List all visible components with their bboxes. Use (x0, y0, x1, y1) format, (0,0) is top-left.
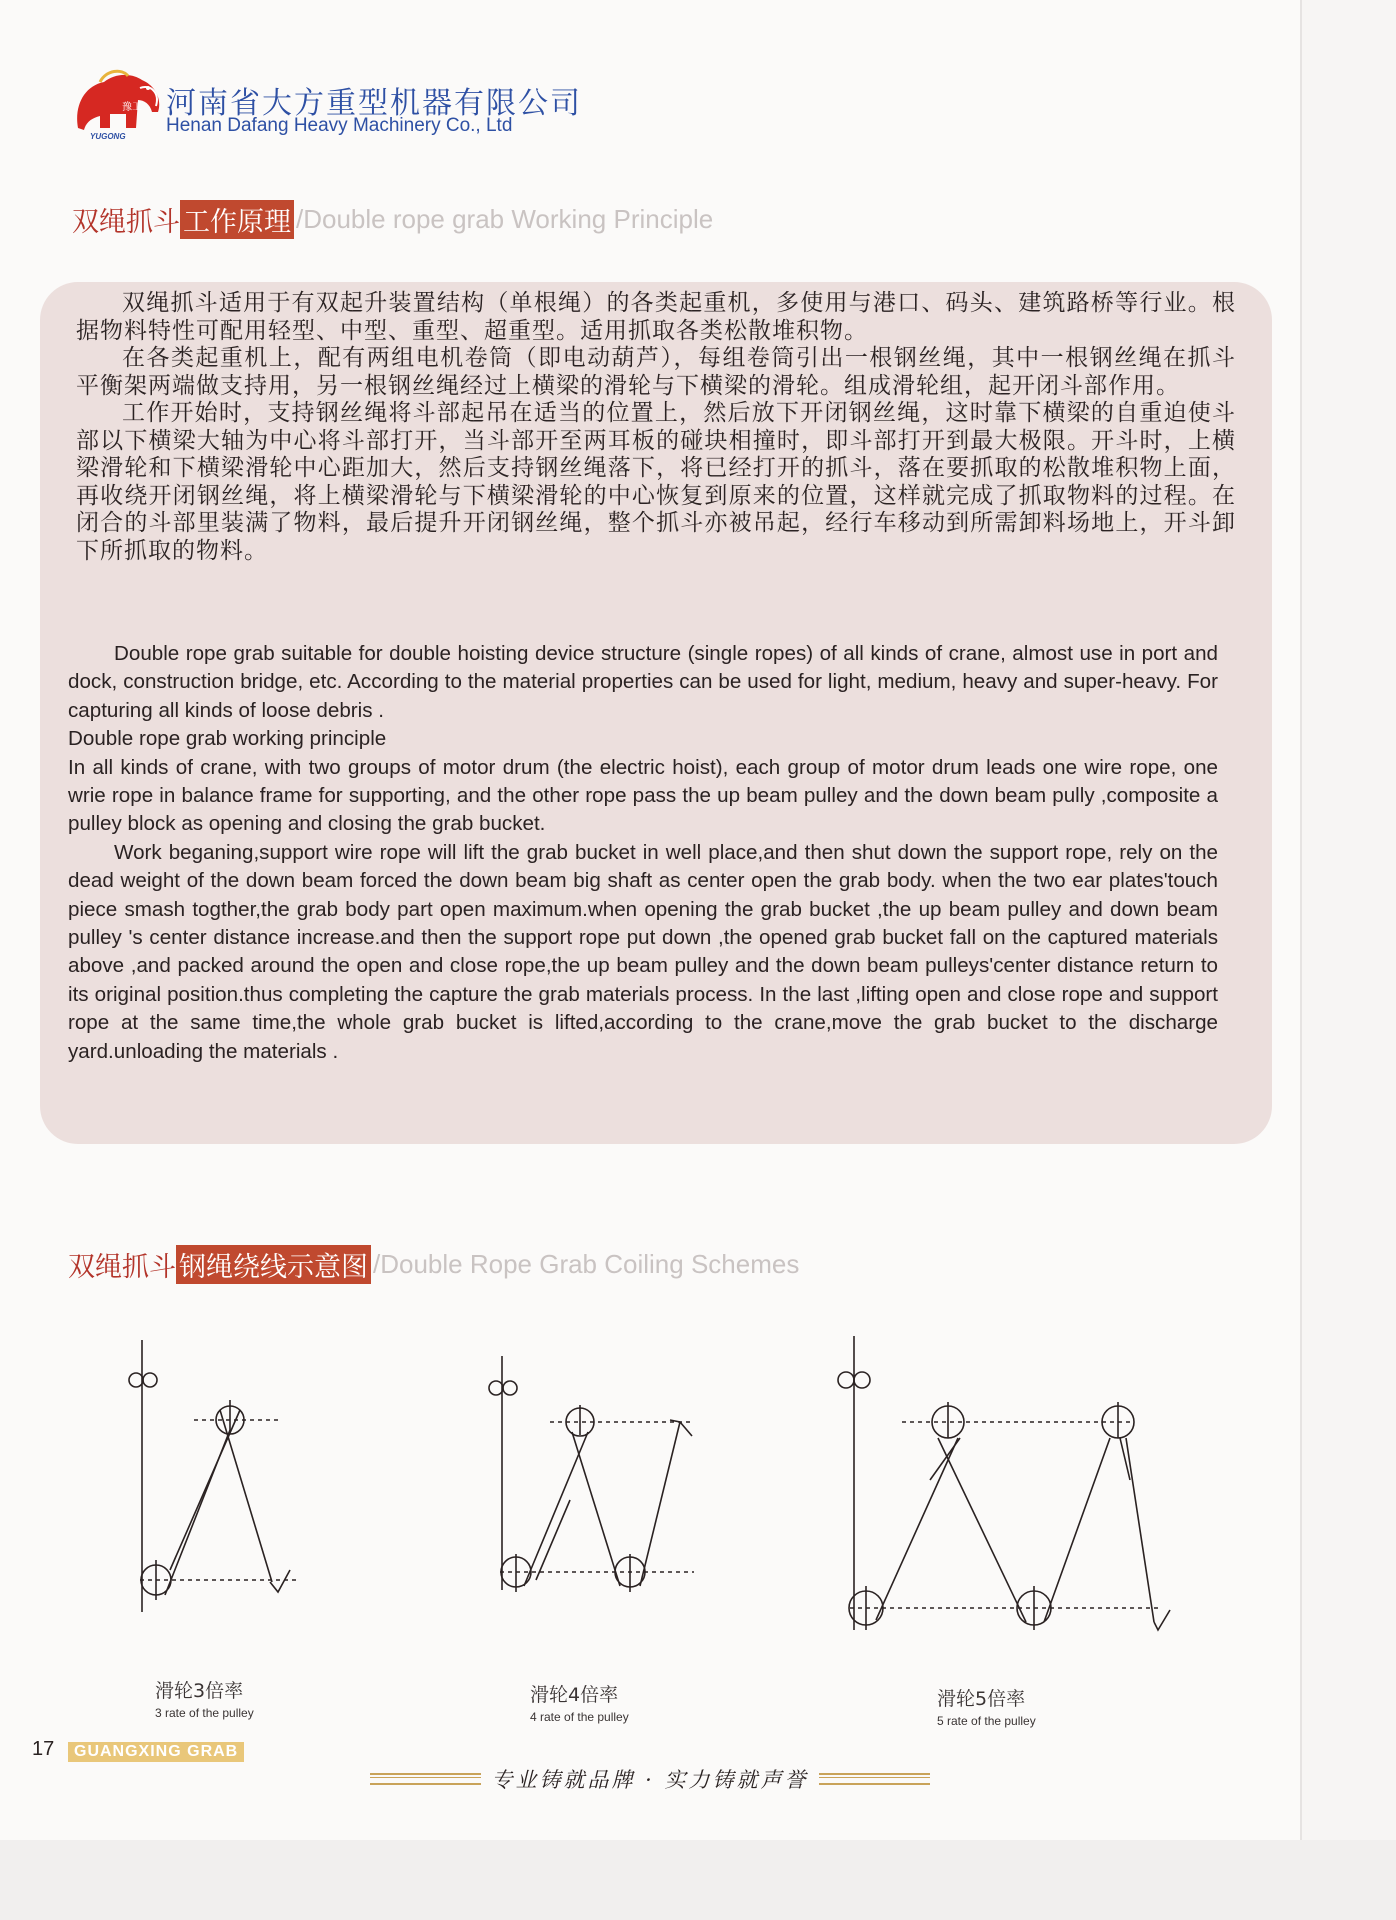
section-title-cn: 双绳抓斗 (68, 1252, 176, 1283)
section-title-highlight: 工作原理 (180, 200, 294, 239)
section-title-en: /Double Rope Grab Coiling Schemes (373, 1249, 800, 1279)
brand-mark: YUGONG (90, 132, 126, 141)
diagram-caption-cn: 滑轮4倍率 (530, 1684, 619, 1706)
footer-slogan-bar (370, 1764, 930, 1794)
en-paragraph: In all kinds of crane, with two groups of motor drum (the electric hoist), each group of motor drum leads one wire rope, one wrie rope in balance frame for supporting, and the other rope pass the up beam pulley and the down beam pully ,composite a pulley block as opening and closing the grab bucket. (68, 755, 1218, 836)
en-paragraph: Double rope grab suitable for double hoisting device structure (single ropes) of all kinds of crane, almost use in port and dock, construction bridge, etc. According to the material properties can be used for light, medium, heavy and super-heavy. For capturing all kinds of loose debris . (68, 642, 1218, 722)
cn-paragraph: 在各类起重机上，配有两组电机卷筒（即电动葫芦），每组卷筒引出一根钢丝绳，其中一根钢丝绳在抓斗平衡架两端做支持用，另一根钢丝绳经过上横梁的滑轮与下横梁的滑轮。组成滑轮组，起开闭斗部作用。 (76, 345, 1236, 399)
company-name-en: Henan Dafang Heavy Machinery Co., Ltd (166, 115, 513, 136)
en-subheading: Double rope grab working principle (68, 727, 387, 751)
chinese-body-text (76, 290, 1236, 565)
en-paragraph: Work beganing,support wire rope will lift the grab bucket in well place,and then shut down the support rope, rely on the dead weight of the down beam forced the down beam big shaft as center open the grab body. when the two ear plates'touch piece smash togther,the grab body part open maximum.when opening the grab bucket ,the up beam pulley and down beam pulley 's center distance increase.and then the support rope put down ,the opened grab bucket fall on the captured materials above ,and packed around the open and close rope,the up beam pulley and the down beam pulleys'center distance return to its original position.thus completing the capture the grab materials process. In the last ,lifting open and close rope and support rope at the same time,the whole grab bucket is lifted,according to the crane,move the grab bucket to the discharge yard.unloading the materials . (68, 840, 1218, 1063)
footer-brand: GUANGXING GRAB (68, 1742, 244, 1762)
section-title-working-principle (72, 200, 713, 239)
diagram-caption-en: 4 rate of the pulley (530, 1710, 629, 1724)
decorative-rule (370, 1773, 481, 1785)
diagram-caption-en: 5 rate of the pulley (937, 1714, 1036, 1728)
pulley-3-rate-diagram (110, 1330, 310, 1650)
svg-text:豫工: 豫工 (122, 102, 142, 113)
diagram-caption-cn: 滑轮5倍率 (937, 1688, 1026, 1710)
cn-paragraph: 双绳抓斗适用于有双起升装置结构（单根绳）的各类起重机，多使用与港口、码头、建筑路桥等行业。根据物料特性可配用轻型、中型、重型、超重型。适用抓取各类松散堆积物。 (76, 290, 1236, 344)
diagram-caption-en: 3 rate of the pulley (155, 1706, 254, 1720)
section-title-cn: 双绳抓斗 (72, 207, 180, 238)
pulley-4-rate-diagram (480, 1350, 710, 1650)
section-title-coiling-schemes (68, 1245, 799, 1284)
pulley-5-rate-diagram (820, 1330, 1180, 1660)
footer-slogan: 专业铸就品牌 · 实力铸就声誉 (491, 1768, 809, 1792)
cn-paragraph: 工作开始时，支持钢丝绳将斗部起吊在适当的位置上，然后放下开闭钢丝绳，这时靠下横梁的自重迫使斗部以下横梁大轴为中心将斗部打开，当斗部开至两耳板的碰块相撞时，即斗部打开到最大极限。开斗时，上横梁滑轮和下横梁滑轮中心距加大，然后支持钢丝绳落下，将已经打开的抓斗，落在要抓取的松散堆积物上面，再收绕开闭钢丝绳，将上横梁滑轮与下横梁滑轮的中心恢复到原来的位置，这样就完成了抓取物料的过程。在闭合的斗部里装满了物料，最后提升开闭钢丝绳，整个抓斗亦被吊起，经行车移动到所需卸料场地上，开斗卸下所抓取的物料。 (76, 400, 1236, 564)
page-number: 17 (32, 1738, 55, 1760)
section-title-highlight: 钢绳绕线示意图 (176, 1245, 371, 1284)
company-name-cn: 河南省大方重型机器有限公司 (166, 86, 582, 121)
english-body-text (68, 640, 1218, 1066)
page-edge (0, 1840, 1396, 1920)
section-title-en: /Double rope grab Working Principle (296, 204, 714, 234)
decorative-rule (819, 1773, 930, 1785)
diagram-caption-cn: 滑轮3倍率 (155, 1680, 244, 1702)
